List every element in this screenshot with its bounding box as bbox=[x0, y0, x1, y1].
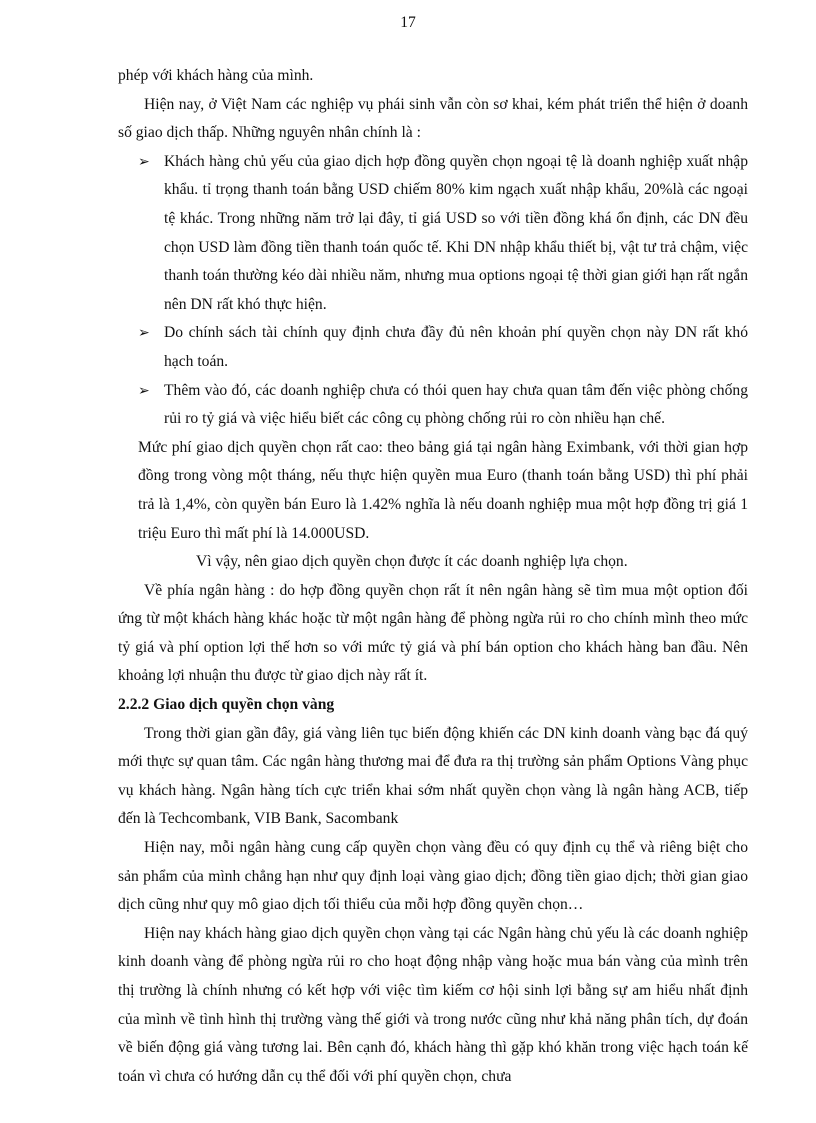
bullet-item bbox=[118, 377, 748, 434]
paragraph: phép với khách hàng của mình. bbox=[118, 67, 314, 84]
arrow-bullet-icon: ➢ bbox=[138, 382, 150, 399]
paragraph: Hiện nay khách hàng giao dịch quyền chọn vàng tại các Ngân hàng chủ yếu là các doanh nghiệp kinh doanh vàng để phòng ngừa rủi ro cho hoạt động nhập vàng hoặc mua bán vàng của mình trên thị trường là chính nhưng có kết hợp với việc tìm kiếm cơ hội sinh lợi bằng sự am hiểu nhất định của mình về tình hình thị trường vàng thế giới và trong nước cũng như khả năng phân tích, dự đoán về biến động giá vàng tương lai. Bên cạnh đó, khách hàng thì gặp khó khăn trong việc hạch toán kế toán vì chưa có hướng dẫn cụ thể đối với phí quyền chọn, chưa bbox=[118, 924, 748, 1085]
bullet-text: Do chính sách tài chính quy định chưa đầy đủ nên khoản phí quyền chọn này DN rất khó hạch toán. bbox=[164, 324, 748, 370]
paragraph: Hiện nay, mỗi ngân hàng cung cấp quyền chọn vàng đều có quy định cụ thể và riêng biệt cho sản phẩm của mình chẳng hạn như quy định loại vàng giao dịch; đồng tiền giao dịch; thời gian giao dịch cũng như quy mô giao dịch tối thiểu của mỗi hợp đồng quyền chọn… bbox=[118, 839, 748, 914]
paragraph: Trong thời gian gần đây, giá vàng liên tục biến động khiến các DN kinh doanh vàng bạc đá quý mới thực sự quan tâm. Các ngân hàng thương mai để đưa ra thị trường sản phẩm Options Vàng phục vụ khách hàng. Ngân hàng tích cực triển khai sớm nhất quyền chọn vàng là ngân hàng ACB, tiếp đến là Techcombank, VIB Bank, Sacombank bbox=[118, 724, 748, 828]
bullet-item bbox=[118, 319, 748, 376]
section-heading: 2.2.2 Giao dịch quyền chọn vàng bbox=[118, 696, 335, 714]
arrow-bullet-icon: ➢ bbox=[138, 153, 150, 170]
paragraph: Hiện nay, ở Việt Nam các nghiệp vụ phái sinh vẫn còn sơ khai, kém phát triển thể hiện ở doanh số giao dịch thấp. Những nguyên nhân chính là : bbox=[118, 95, 748, 142]
bullet-text: Khách hàng chủ yếu của giao dịch hợp đồng quyền chọn ngoại tệ là doanh nghiệp xuất nhập khẩu. tỉ trọng thanh toán bằng USD chiếm 80% kim ngạch xuất nhập khẩu, 20%là các ngoại tệ khác. Trong những năm trở lại đây, tỉ giá USD so với tiền đồng khá ổn định, các DN đều chọn USD làm đồng tiền thanh toán quốc tế. Khi DN nhập khẩu thiết bị, vật tư trả chậm, việc thanh toán thường kéo dài nhiều năm, nhưng mua options ngoại tệ thời gian giới hạn rất ngắn nên DN rất khó thực hiện. bbox=[164, 152, 748, 313]
arrow-bullet-icon: ➢ bbox=[138, 325, 150, 342]
page-number: 17 bbox=[400, 14, 416, 31]
bullet-text: Thêm vào đó, các doanh nghiệp chưa có thói quen hay chưa quan tâm đến việc phòng chống rủi ro tỷ giá và việc hiểu biết các công cụ phòng chống rủi ro còn nhiều hạn chế. bbox=[164, 381, 748, 428]
paragraph: Vì vậy, nên giao dịch quyền chọn được ít các doanh nghiệp lựa chọn. bbox=[196, 553, 628, 571]
bullet-item bbox=[118, 148, 748, 320]
paragraph: Mức phí giao dịch quyền chọn rất cao: theo bảng giá tại ngân hàng Eximbank, với thời gian hợp đồng trong vòng một tháng, nếu thực hiện quyền mua Euro (thanh toán bằng USD) thì phí phải trả là 1,4%, còn quyền bán Euro là 1.42% nghĩa là nếu doanh nghiệp mua một hợp đồng trị giá 1 triệu Euro thì mất phí là 14.000USD. bbox=[138, 438, 748, 542]
paragraph: Về phía ngân hàng : do hợp đồng quyền chọn rất ít nên ngân hàng sẽ tìm mua một option đối ứng từ một khách hàng khác hoặc từ một ngân hàng để phòng ngừa rủi ro cho chính mình theo mức tỷ giá và phí option lợi thế hơn so với mức tỷ giá và phí bán option cho khách hàng ban đầu. Nên khoảng lợi nhuận thu được từ giao dịch này rất ít. bbox=[118, 581, 748, 685]
page-content bbox=[118, 62, 748, 1091]
